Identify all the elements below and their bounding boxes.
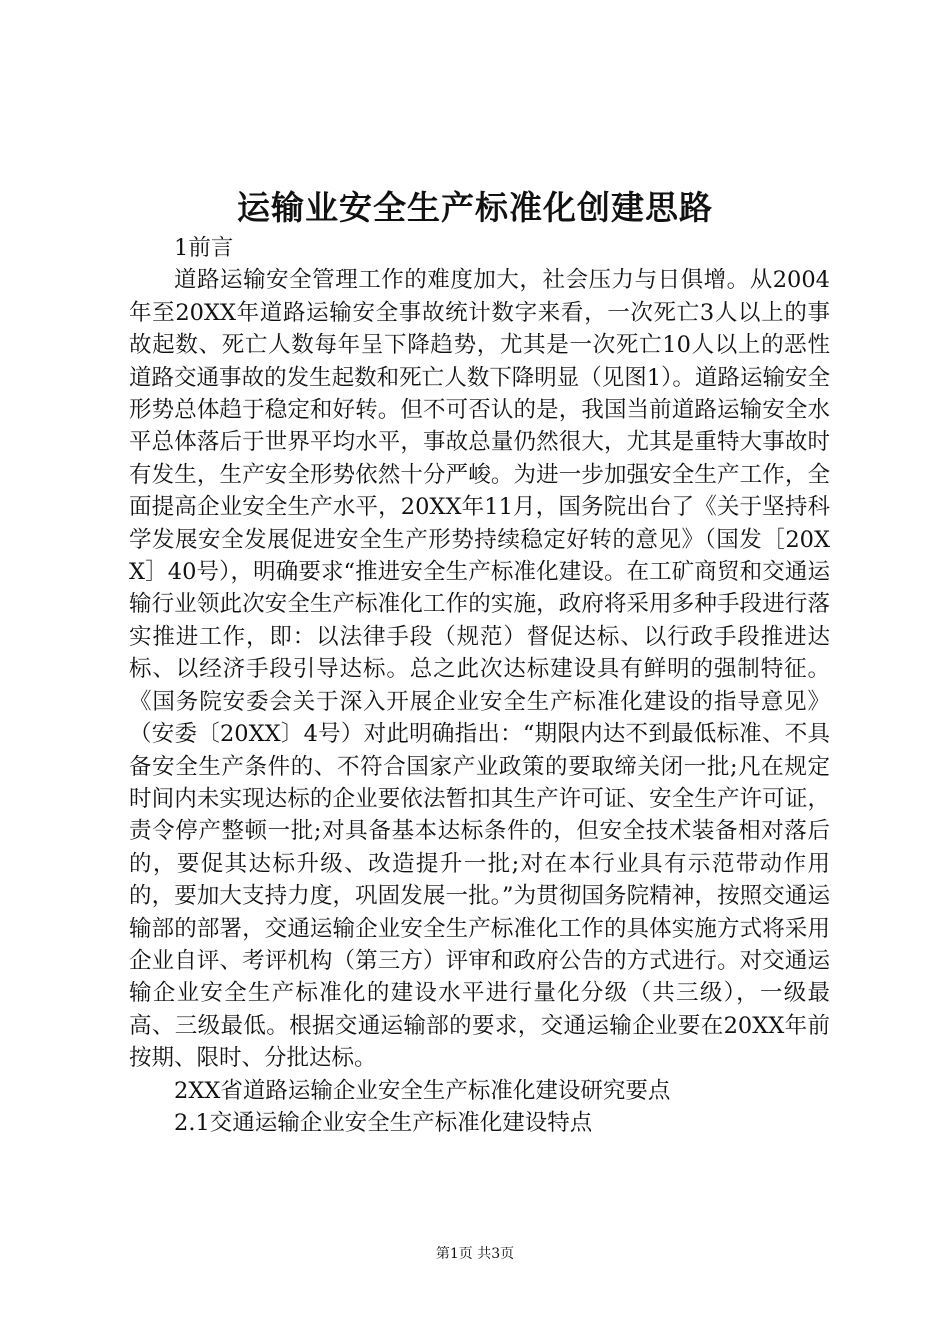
page-footer: 第1页 共3页: [435, 1246, 515, 1262]
document-title: 运输业安全生产标准化创建思路: [237, 188, 713, 227]
section-heading-2-1: 2.1交通运输企业安全生产标准化建设特点: [174, 1109, 593, 1136]
document-body: [129, 232, 830, 1139]
section-paragraph-1: 道路运输安全管理工作的难度加大，社会压力与日俱增。从2004年至20XX年道路运输安全事故统计数字来看，一次死亡3人以上的事故起数、死亡人数每年呈下降趋势，尤其是一次死亡10人以上的恶性道路交通事故的发生起数和死亡人数下降明显（见图1）。道路运输安全形势总体趋于稳定和好转。但不可否认的是，我国当前道路运输安全水平总体落后于世界平均水平，事故总量仍然很大，尤其是重特大事故时有发生，生产安全形势依然十分严峻。为进一步加强安全生产工作，全面提高企业安全生产水平，20XX年11月，国务院出台了《关于坚持科学发展安全发展促进安全生产形势持续稳定好转的意见》（国发［20XX］40号），明确要求“推进安全生产标准化建设。在工矿商贸和交通运输行业领此次安全生产标准化工作的实施，政府将采用多种手段进行落实推进工作，即：以法律手段（规范）督促达标、以行政手段推进达标、以经济手段引导达标。总之此次达标建设具有鲜明的强制特征。《国务院安委会关于深入开展企业安全生产标准化建设的指导意见》（安委〔20XX〕4号）对此明确指出：“期限内达不到最低标准、不具备安全生产条件的、不符合国家产业政策的要取缔关闭一批;凡在规定时间内未实现达标的企业要依法暂扣其生产许可证、安全生产许可证，责令停产整顿一批;对具备基本达标条件的，但安全技术装备相对落后的，要促其达标升级、改造提升一批;对在本行业具有示范带动作用的，要加大支持力度，巩固发展一批。”为贯彻国务院精神，按照交通运输部的部署，交通运输企业安全生产标准化工作的具体实施方式将采用企业自评、考评机构（第三方）评审和政府公告的方式进行。对交通运输企业安全生产标准化的建设水平进行量化分级（共三级），一级最高、三级最低。根据交通运输部的要求，交通运输企业要在20XX年前按期、限时、分批达标。: [129, 267, 830, 1072]
section-heading-2: 2XX省道路运输企业安全生产标准化建设研究要点: [174, 1077, 671, 1104]
section-heading-1: 1前言: [174, 235, 234, 261]
